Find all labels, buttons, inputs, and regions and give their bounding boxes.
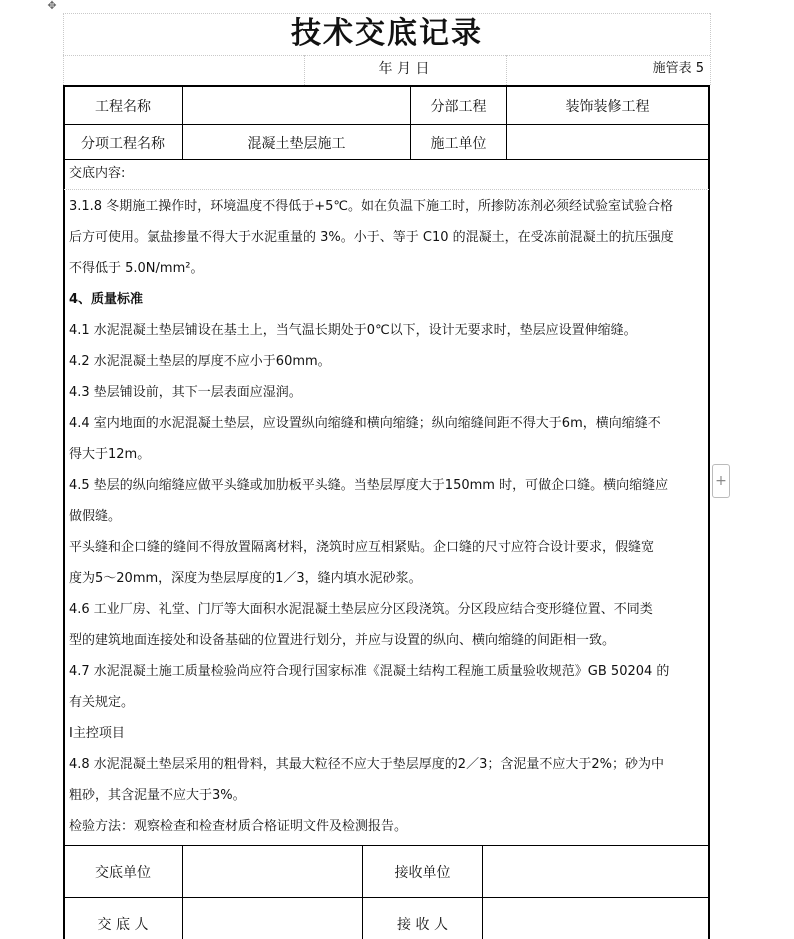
receiver-unit-field[interactable] [483, 862, 708, 880]
content-line: 4.6 工业厂房、礼堂、门厅等大面积水泥混凝土垫层应分区段浇筑。分区段应结合变形缝位置、不同类 [69, 602, 653, 617]
table-rule [63, 159, 710, 160]
handover-unit-label: 交底单位 [95, 865, 151, 881]
content-line: Ⅰ主控项目 [69, 726, 125, 741]
content-body[interactable] [69, 191, 705, 842]
content-line: 4.2 水泥混凝土垫层的厚度不应小于60mm。 [69, 354, 331, 369]
content-line: 粗砂，其含泥量不应大于3%。 [69, 788, 246, 803]
table-rule [63, 845, 710, 846]
content-line: 后方可使用。氯盐掺量不得大于水泥重量的 3%。小于、等于 C10 的混凝土，在受冻前混凝土的抗压强度 [69, 230, 674, 245]
guide-line [63, 55, 710, 56]
content-line: 型的建筑地面连接处和设备基础的位置进行划分，并应与设置的纵向、横向缩缝的间距相一致。 [69, 633, 616, 648]
content-line: 检验方法：观察检查和检查材质合格证明文件及检测报告。 [69, 819, 408, 834]
division-label: 分部工程 [430, 99, 487, 115]
content-line: 4.7 水泥混凝土施工质量检验尚应符合现行国家标准《混凝土结构工程施工质量验收规范》GB 50204 的 [69, 664, 670, 679]
table-rule [63, 124, 710, 125]
content-heading: 交底内容: [69, 166, 126, 181]
guide-line [506, 55, 507, 85]
handover-person-field[interactable] [183, 914, 362, 932]
content-line: 4.8 水泥混凝土垫层采用的粗骨料，其最大粒径不应大于垫层厚度的2／3；含泥量不应大于2%；砂为中 [69, 757, 664, 772]
section-heading: 4、质量标准 [69, 292, 144, 307]
guide-line [710, 13, 711, 85]
page-title: 技术交底记录 [291, 16, 483, 51]
plus-icon[interactable]: + [712, 464, 730, 498]
content-line: 得大于12m。 [69, 447, 151, 462]
table-rule [63, 897, 710, 898]
receiver-person-field[interactable] [483, 914, 708, 932]
content-line: 平头缝和企口缝的缝间不得放置隔离材料，浇筑时应互相紧贴。企口缝的尺寸应符合设计要求，假缝宽 [69, 540, 655, 555]
content-line: 做假缝。 [69, 509, 122, 524]
project-name-label: 工程名称 [95, 99, 151, 115]
content-line: 3.1.8 冬期施工操作时，环境温度不得低于+5℃。如在负温下施工时，所掺防冻剂必须经试验室试验合格 [69, 199, 673, 214]
content-line: 4.1 水泥混凝土垫层铺设在基土上，当气温长期处于0℃以下，设计无要求时，垫层应设置伸缩缝。 [69, 323, 637, 338]
content-line: 4.3 垫层铺设前，其下一层表面应湿润。 [69, 385, 302, 400]
subitem-field[interactable]: 混凝土垫层施工 [247, 136, 346, 152]
receiver-unit-label: 接收单位 [394, 865, 451, 881]
division-field[interactable]: 装饰装修工程 [565, 99, 650, 115]
handover-unit-field[interactable] [183, 862, 362, 880]
contractor-label: 施工单位 [430, 136, 487, 152]
content-line: 4.5 垫层的纵向缩缝应做平头缝或加肋板平头缝。当垫层厚度大于150mm 时，可做企口缝。横向缩缝应 [69, 478, 669, 493]
content-line: 有关规定。 [69, 695, 135, 710]
move-handle-icon[interactable]: ✥ [47, 0, 57, 12]
subitem-label: 分项工程名称 [81, 136, 165, 152]
date-label: 年 月 日 [378, 61, 430, 77]
handover-person-label: 交 底 人 [97, 917, 149, 933]
content-line: 不得低于 5.0N/mm²。 [69, 261, 204, 276]
guide-line [64, 189, 709, 190]
form-number: 施管表 5 [652, 61, 704, 76]
receiver-person-label: 接 收 人 [397, 917, 448, 933]
content-line: 度为5～20mm，深度为垫层厚度的1／3，缝内填水泥砂浆。 [69, 571, 422, 586]
content-line: 4.4 室内地面的水泥混凝土垫层，应设置纵向缩缝和横向缩缝；纵向缩缝间距不得大于6m，横向缩缝不 [69, 416, 661, 431]
